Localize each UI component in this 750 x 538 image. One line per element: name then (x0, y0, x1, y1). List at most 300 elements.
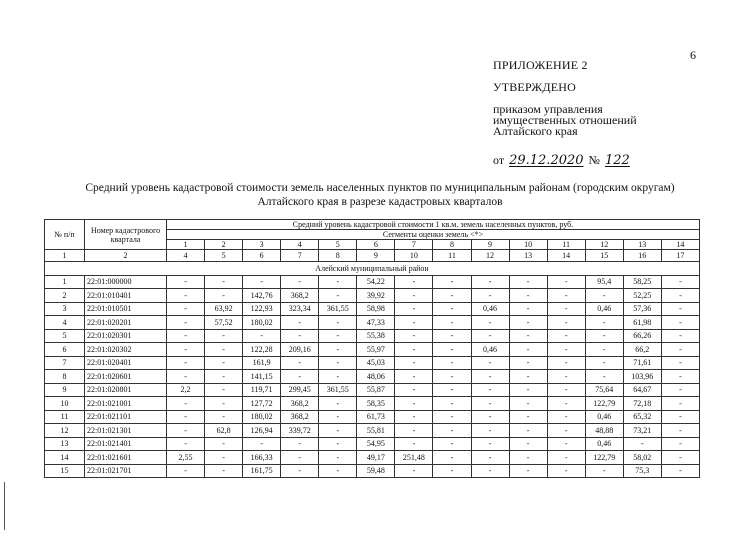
value-cell: - (319, 289, 357, 303)
value-cell: - (509, 289, 547, 303)
value-cell: - (243, 437, 281, 451)
value-cell: - (395, 356, 433, 370)
value-cell: 73,21 (623, 424, 661, 438)
value-cell: 119,71 (243, 383, 281, 397)
value-cell: - (509, 383, 547, 397)
value-cell: - (395, 424, 433, 438)
value-cell: - (433, 397, 471, 411)
value-cell: - (395, 410, 433, 424)
value-cell: - (395, 289, 433, 303)
value-cell: - (433, 316, 471, 330)
value-cell: 58,35 (357, 397, 395, 411)
value-cell: - (205, 275, 243, 289)
value-cell: 180,02 (243, 410, 281, 424)
appendix-label: ПРИЛОЖЕНИЕ 2 (493, 58, 588, 72)
document-title (60, 181, 700, 209)
value-cell: 48,06 (357, 370, 395, 384)
value-cell: - (661, 397, 699, 411)
value-cell: - (167, 329, 205, 343)
value-cell: 122,93 (243, 302, 281, 316)
value-cell: 54,22 (357, 275, 395, 289)
value-cell: - (433, 410, 471, 424)
table-row (45, 397, 700, 411)
value-cell: - (167, 397, 205, 411)
value-cell: - (281, 316, 319, 330)
quarter-cell: 22:01:010401 (85, 289, 167, 303)
value-cell: - (547, 370, 585, 384)
segment-number: 10 (509, 240, 547, 250)
value-cell: - (547, 397, 585, 411)
row-number-cell: 7 (45, 356, 85, 370)
order-number: 122 (604, 153, 630, 168)
section-title: Алейский муниципальный район (45, 262, 700, 276)
value-cell: - (319, 329, 357, 343)
value-cell: - (471, 451, 509, 465)
value-cell: - (547, 329, 585, 343)
value-cell: 122,79 (585, 451, 623, 465)
title-line: Средний уровень кадастровой стоимости земель населенных пунктов по муниципальным районам (городским округам) (85, 182, 675, 194)
value-cell: - (395, 329, 433, 343)
value-cell: - (243, 275, 281, 289)
value-cell: - (395, 370, 433, 384)
value-cell: 166,33 (243, 451, 281, 465)
value-cell: - (281, 356, 319, 370)
value-cell: - (661, 302, 699, 316)
value-cell: 55,97 (357, 343, 395, 357)
value-cell: 0,46 (471, 302, 509, 316)
column-number: 4 (167, 250, 205, 262)
value-cell: - (395, 302, 433, 316)
value-cell: - (281, 329, 319, 343)
value-cell: - (205, 410, 243, 424)
value-cell: 368,2 (281, 397, 319, 411)
value-cell: - (623, 437, 661, 451)
value-cell: - (433, 464, 471, 478)
value-cell: - (471, 275, 509, 289)
segment-number: 4 (281, 240, 319, 250)
segment-number: 3 (243, 240, 281, 250)
value-cell: 0,46 (585, 302, 623, 316)
value-cell: - (471, 383, 509, 397)
value-cell: 0,46 (471, 343, 509, 357)
segment-number: 9 (471, 240, 509, 250)
approval-line: имущественных отношений (493, 113, 637, 127)
value-cell: - (547, 316, 585, 330)
value-cell: - (433, 451, 471, 465)
quarter-cell: 22:01:020201 (85, 316, 167, 330)
value-cell: - (205, 356, 243, 370)
column-number: 8 (319, 250, 357, 262)
value-cell: - (661, 464, 699, 478)
value-cell: - (471, 370, 509, 384)
value-cell: - (205, 343, 243, 357)
value-cell: - (547, 451, 585, 465)
value-cell: 251,48 (395, 451, 433, 465)
value-cell: 48,88 (585, 424, 623, 438)
value-cell: - (319, 356, 357, 370)
segment-number: 8 (433, 240, 471, 250)
value-cell: - (205, 370, 243, 384)
quarter-cell: 22:01:020601 (85, 370, 167, 384)
value-cell: - (433, 302, 471, 316)
cadastral-value-table (44, 219, 700, 478)
value-cell: 361,55 (319, 302, 357, 316)
value-cell: - (547, 424, 585, 438)
table-row (45, 329, 700, 343)
value-cell: - (547, 437, 585, 451)
value-cell: 59,48 (357, 464, 395, 478)
value-cell: - (205, 397, 243, 411)
value-cell: - (471, 356, 509, 370)
value-cell: - (167, 356, 205, 370)
value-cell: - (547, 410, 585, 424)
value-cell: - (547, 302, 585, 316)
row-number-cell: 12 (45, 424, 85, 438)
column-number: 16 (623, 250, 661, 262)
column-number-row (45, 250, 700, 262)
value-cell: 141,15 (243, 370, 281, 384)
value-cell: - (319, 275, 357, 289)
value-cell: - (319, 437, 357, 451)
quarter-cell: 22:01:021301 (85, 424, 167, 438)
value-cell: 61,98 (623, 316, 661, 330)
value-cell: 63,92 (205, 302, 243, 316)
value-cell: 180,02 (243, 316, 281, 330)
value-cell: 55,87 (357, 383, 395, 397)
value-cell: - (547, 356, 585, 370)
value-cell: 64,67 (623, 383, 661, 397)
value-cell: 61,73 (357, 410, 395, 424)
row-number-cell: 1 (45, 275, 85, 289)
row-number-cell: 15 (45, 464, 85, 478)
value-cell: - (509, 464, 547, 478)
value-cell: - (281, 464, 319, 478)
value-cell: - (661, 424, 699, 438)
value-cell: - (585, 356, 623, 370)
quarter-cell: 22:01:020301 (85, 329, 167, 343)
value-cell: 323,34 (281, 302, 319, 316)
table-row (45, 275, 700, 289)
column-number: 15 (585, 250, 623, 262)
date-prefix: от (493, 153, 505, 167)
value-cell: 0,46 (585, 410, 623, 424)
column-number: 12 (471, 250, 509, 262)
value-cell: - (281, 437, 319, 451)
row-number-cell: 5 (45, 329, 85, 343)
value-cell: - (167, 410, 205, 424)
value-cell: 58,25 (623, 275, 661, 289)
column-number: 17 (661, 250, 699, 262)
value-cell: - (661, 343, 699, 357)
table-row (45, 464, 700, 478)
value-cell: 0,46 (585, 437, 623, 451)
approved-label: УТВЕРЖДЕНО (493, 80, 577, 94)
table-row (45, 370, 700, 384)
value-cell: - (433, 383, 471, 397)
value-cell: - (395, 343, 433, 357)
value-cell: 55,38 (357, 329, 395, 343)
value-cell: - (319, 410, 357, 424)
value-cell: - (281, 370, 319, 384)
column-number: 10 (395, 250, 433, 262)
value-cell: - (319, 316, 357, 330)
value-cell: - (509, 275, 547, 289)
value-cell: - (471, 410, 509, 424)
value-cell: - (547, 289, 585, 303)
approval-block (493, 58, 637, 168)
value-cell: - (205, 451, 243, 465)
value-cell: - (585, 464, 623, 478)
value-cell: - (395, 316, 433, 330)
value-cell: - (167, 464, 205, 478)
quarter-cell: 22:01:021001 (85, 397, 167, 411)
value-cell: - (661, 370, 699, 384)
value-cell: - (205, 437, 243, 451)
value-cell: - (319, 370, 357, 384)
table-row (45, 356, 700, 370)
value-cell: - (509, 397, 547, 411)
value-cell: 75,64 (585, 383, 623, 397)
value-cell: - (167, 302, 205, 316)
value-cell: 95,4 (585, 275, 623, 289)
value-cell: 361,55 (319, 383, 357, 397)
value-cell: 2,2 (167, 383, 205, 397)
value-cell: 55,81 (357, 424, 395, 438)
quarter-cell: 22:01:021401 (85, 437, 167, 451)
column-number: 9 (357, 250, 395, 262)
segment-number: 1 (167, 240, 205, 250)
value-cell: 65,32 (623, 410, 661, 424)
value-cell: - (585, 370, 623, 384)
value-cell: - (433, 343, 471, 357)
table-row (45, 410, 700, 424)
value-cell: - (661, 275, 699, 289)
row-number-cell: 2 (45, 289, 85, 303)
header-main: Средний уровень кадастровой стоимости 1 кв.м. земель населенных пунктов, руб. (167, 220, 700, 230)
segment-number: 7 (395, 240, 433, 250)
value-cell: 71,61 (623, 356, 661, 370)
table-row (45, 343, 700, 357)
value-cell: - (509, 370, 547, 384)
value-cell: - (661, 451, 699, 465)
segment-number: 12 (585, 240, 623, 250)
value-cell: - (661, 316, 699, 330)
table-row (45, 289, 700, 303)
value-cell: - (167, 370, 205, 384)
value-cell: - (395, 275, 433, 289)
table-row (45, 302, 700, 316)
value-cell: - (509, 437, 547, 451)
value-cell: - (281, 275, 319, 289)
value-cell: - (509, 316, 547, 330)
column-number: 14 (547, 250, 585, 262)
row-number-cell: 8 (45, 370, 85, 384)
value-cell: - (585, 289, 623, 303)
value-cell: - (509, 343, 547, 357)
value-cell: - (661, 383, 699, 397)
segment-number: 2 (205, 240, 243, 250)
order-date: 29.12.2020 (509, 153, 584, 168)
value-cell: - (395, 397, 433, 411)
header-quarter-number: Номер кадастрового квартала (85, 220, 167, 250)
value-cell: - (319, 424, 357, 438)
value-cell: 161,75 (243, 464, 281, 478)
row-number-cell: 11 (45, 410, 85, 424)
value-cell: - (167, 437, 205, 451)
value-cell: - (205, 289, 243, 303)
row-number-cell: 6 (45, 343, 85, 357)
value-cell: - (471, 424, 509, 438)
value-cell: - (433, 437, 471, 451)
value-cell: 103,96 (623, 370, 661, 384)
value-cell: - (509, 451, 547, 465)
value-cell: 52,25 (623, 289, 661, 303)
value-cell: - (319, 464, 357, 478)
value-cell: - (509, 302, 547, 316)
value-cell: - (547, 464, 585, 478)
value-cell: - (205, 329, 243, 343)
row-number-cell: 3 (45, 302, 85, 316)
value-cell: - (547, 343, 585, 357)
value-cell: 2,55 (167, 451, 205, 465)
header-row-number: № п/п (45, 220, 85, 250)
value-cell: 47,33 (357, 316, 395, 330)
value-cell: 368,2 (281, 289, 319, 303)
value-cell: - (395, 437, 433, 451)
value-cell: - (471, 316, 509, 330)
value-cell: - (395, 383, 433, 397)
value-cell: - (509, 356, 547, 370)
value-cell: - (661, 329, 699, 343)
segment-number: 5 (319, 240, 357, 250)
value-cell: - (433, 329, 471, 343)
approval-line: Алтайского края (493, 124, 578, 138)
segment-number: 6 (357, 240, 395, 250)
value-cell: 57,52 (205, 316, 243, 330)
value-cell: - (471, 437, 509, 451)
quarter-cell: 22:01:020801 (85, 383, 167, 397)
value-cell: 209,16 (281, 343, 319, 357)
column-number: 6 (243, 250, 281, 262)
value-cell: - (319, 397, 357, 411)
value-cell: 299,45 (281, 383, 319, 397)
value-cell: - (167, 316, 205, 330)
value-cell: - (661, 356, 699, 370)
value-cell: - (395, 464, 433, 478)
table-row (45, 451, 700, 465)
value-cell: 49,17 (357, 451, 395, 465)
value-cell: 72,18 (623, 397, 661, 411)
order-date-number (493, 153, 637, 168)
value-cell: - (167, 424, 205, 438)
value-cell: 54,95 (357, 437, 395, 451)
value-cell: 126,94 (243, 424, 281, 438)
column-number: 13 (509, 250, 547, 262)
table-row (45, 383, 700, 397)
value-cell: 66,2 (623, 343, 661, 357)
quarter-cell: 22:01:010501 (85, 302, 167, 316)
value-cell: - (243, 329, 281, 343)
value-cell: - (661, 289, 699, 303)
row-number-cell: 10 (45, 397, 85, 411)
value-cell: - (433, 370, 471, 384)
value-cell: 127,72 (243, 397, 281, 411)
segment-number: 13 (623, 240, 661, 250)
value-cell: - (205, 383, 243, 397)
header-segments: Сегменты оценки земель <*> (167, 230, 700, 240)
value-cell: 57,36 (623, 302, 661, 316)
quarter-cell: 22:01:000000 (85, 275, 167, 289)
value-cell: - (661, 410, 699, 424)
value-cell: 75,3 (623, 464, 661, 478)
value-cell: - (281, 451, 319, 465)
value-cell: - (319, 451, 357, 465)
value-cell: 161,9 (243, 356, 281, 370)
number-prefix: № (588, 153, 600, 167)
segment-number: 11 (547, 240, 585, 250)
quarter-cell: 22:01:021601 (85, 451, 167, 465)
value-cell: - (167, 275, 205, 289)
column-number: 7 (281, 250, 319, 262)
value-cell: 62,8 (205, 424, 243, 438)
row-number-cell: 9 (45, 383, 85, 397)
row-number-cell: 13 (45, 437, 85, 451)
value-cell: 39,92 (357, 289, 395, 303)
value-cell: 45,03 (357, 356, 395, 370)
table-row (45, 316, 700, 330)
value-cell: - (471, 464, 509, 478)
value-cell: 142,76 (243, 289, 281, 303)
approval-body (493, 104, 637, 137)
value-cell: - (547, 275, 585, 289)
value-cell: - (433, 289, 471, 303)
approval-line: приказом управления (493, 102, 603, 116)
quarter-cell: 22:01:021101 (85, 410, 167, 424)
margin-mark (4, 482, 5, 530)
value-cell: - (433, 356, 471, 370)
value-cell: 122,79 (585, 397, 623, 411)
table-row (45, 424, 700, 438)
value-cell: - (509, 410, 547, 424)
quarter-cell: 22:01:020302 (85, 343, 167, 357)
title-line: Алтайского края в разрезе кадастровых кварталов (257, 196, 503, 208)
value-cell: 66,26 (623, 329, 661, 343)
value-cell: 339,72 (281, 424, 319, 438)
quarter-cell: 22:01:021701 (85, 464, 167, 478)
table-row (45, 437, 700, 451)
value-cell: - (585, 316, 623, 330)
value-cell: - (661, 437, 699, 451)
value-cell: - (585, 329, 623, 343)
value-cell: 122,28 (243, 343, 281, 357)
value-cell: - (433, 424, 471, 438)
segment-number: 14 (661, 240, 699, 250)
value-cell: - (205, 464, 243, 478)
value-cell: - (167, 343, 205, 357)
row-number-cell: 14 (45, 451, 85, 465)
column-number: 2 (85, 250, 167, 262)
value-cell: - (471, 397, 509, 411)
column-number: 11 (433, 250, 471, 262)
value-cell: - (585, 343, 623, 357)
value-cell: - (509, 424, 547, 438)
value-cell: - (471, 329, 509, 343)
value-cell: 368,2 (281, 410, 319, 424)
value-cell: - (509, 329, 547, 343)
row-number-cell: 4 (45, 316, 85, 330)
column-number: 1 (45, 250, 85, 262)
value-cell: - (547, 383, 585, 397)
